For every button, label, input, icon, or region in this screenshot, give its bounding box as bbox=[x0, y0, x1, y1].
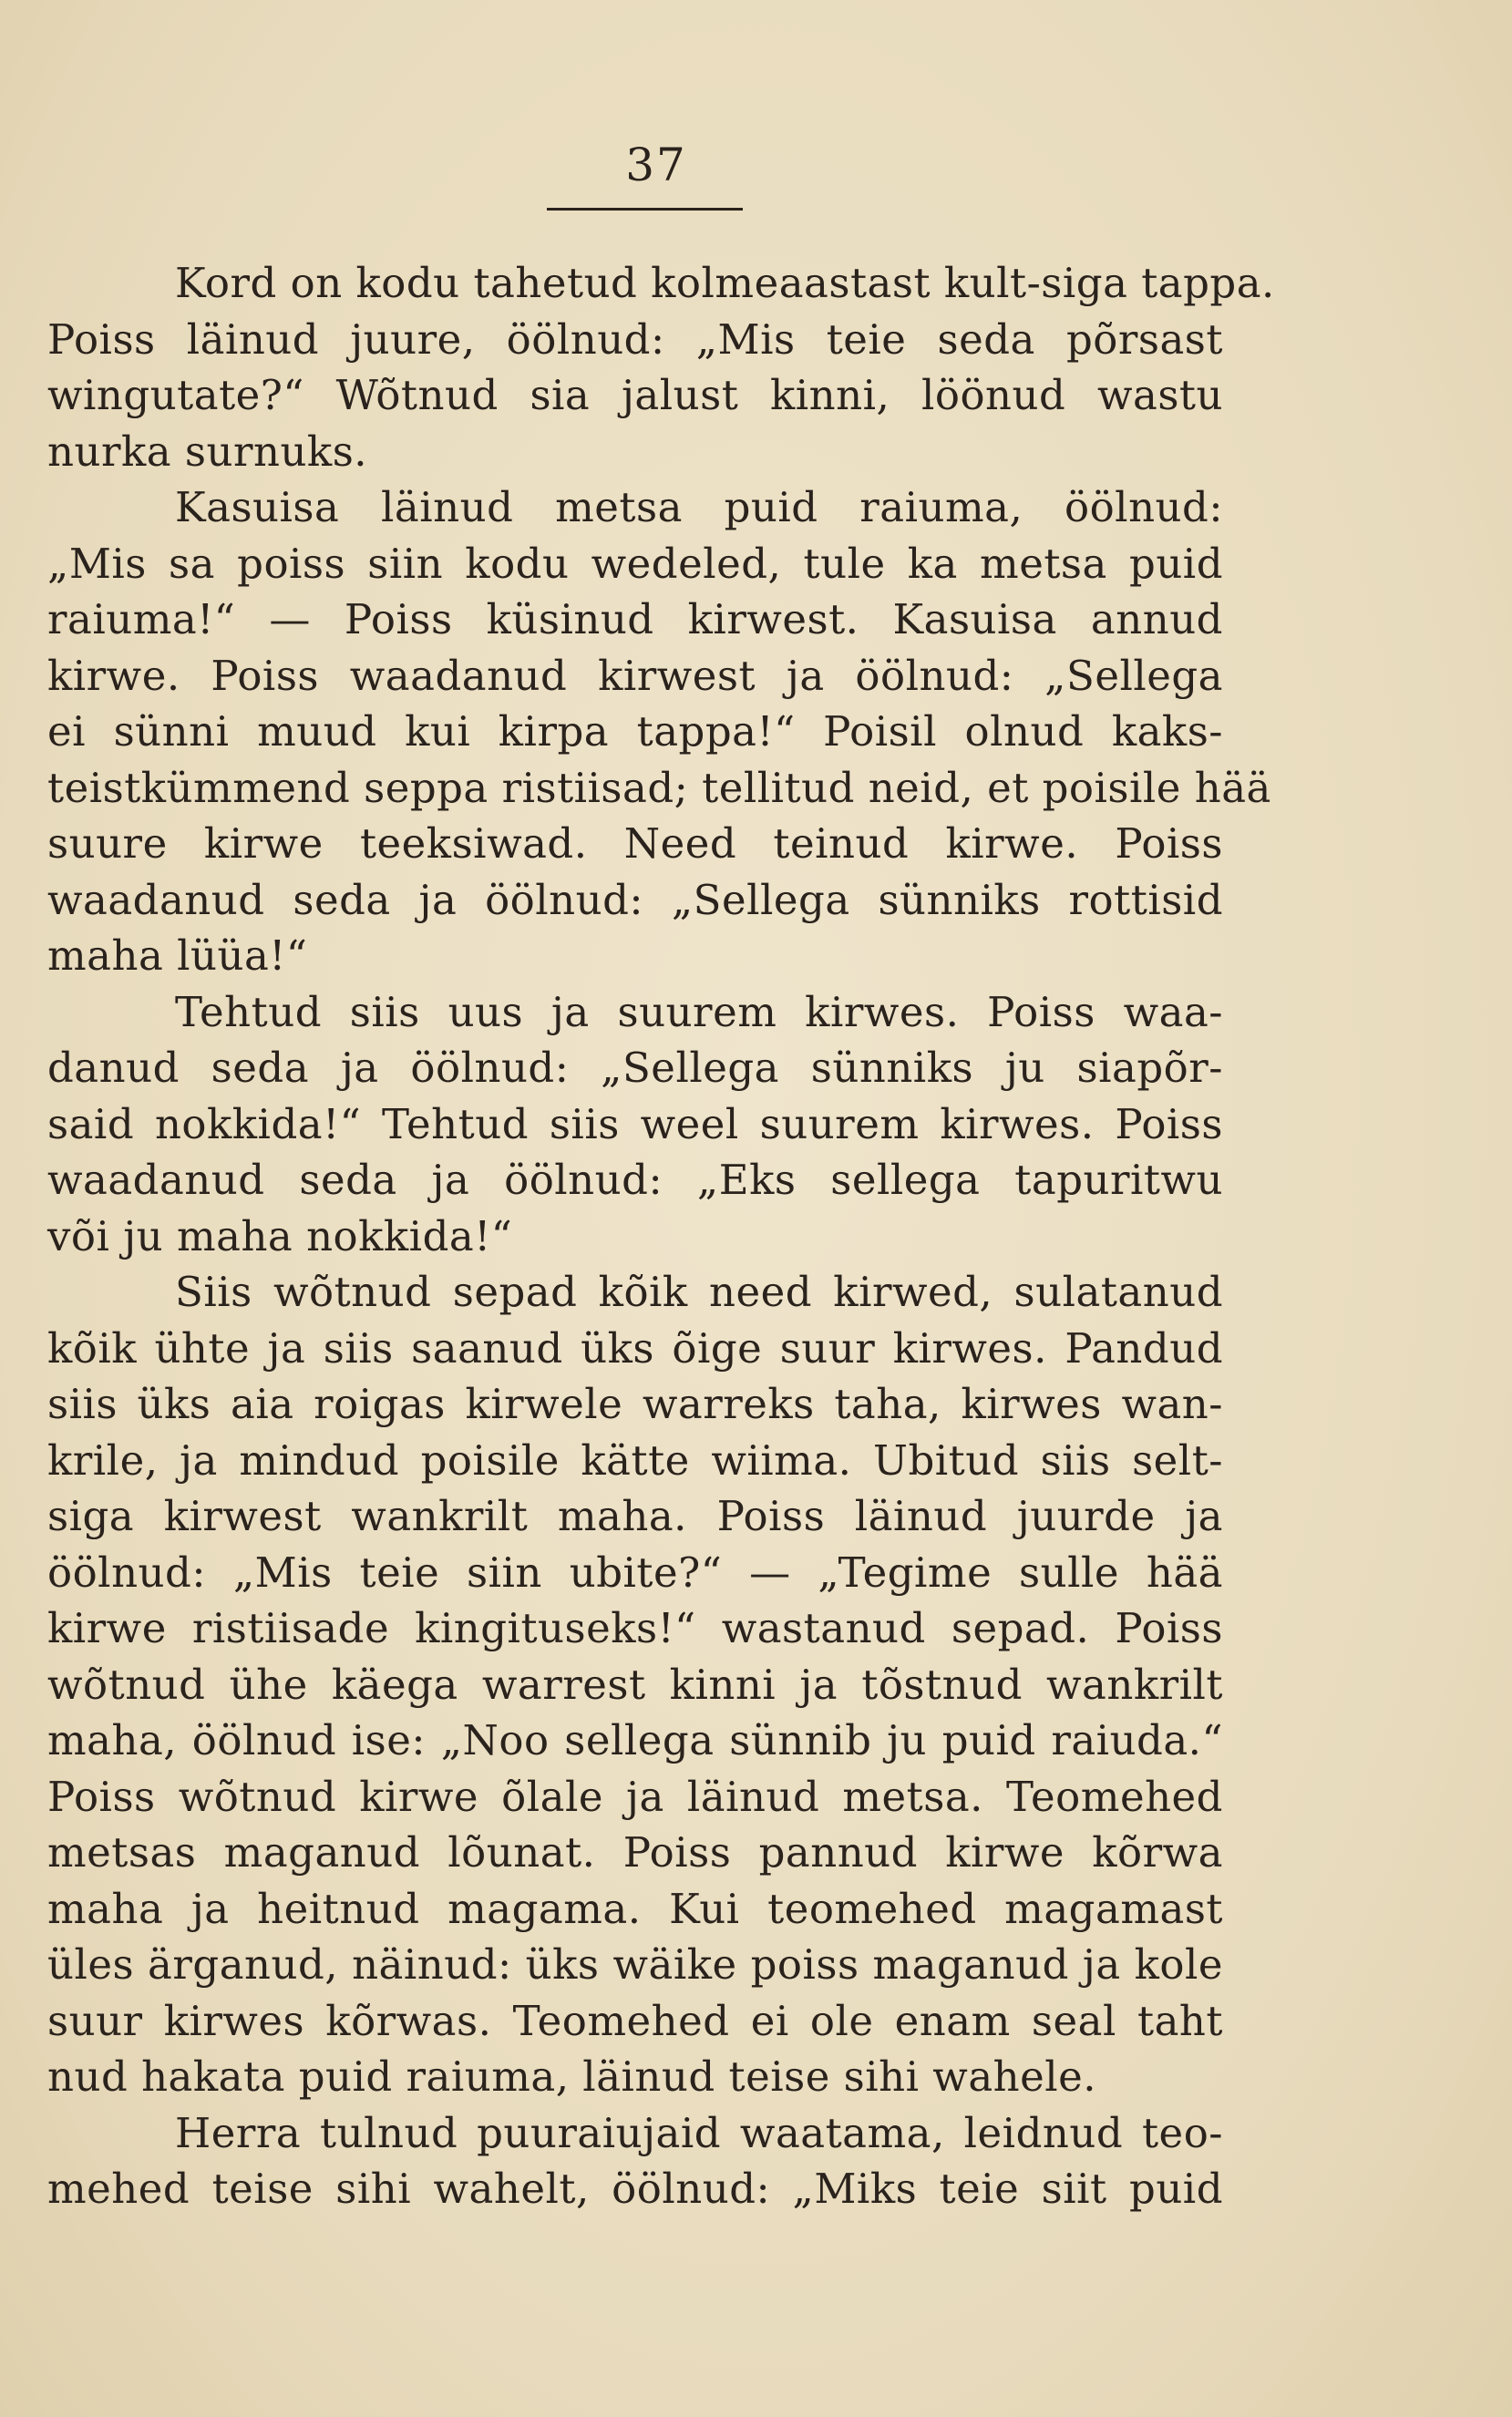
text-line: öölnud: „Mis teie siin ubite?“ — „Tegime sulle hää bbox=[47, 1548, 1223, 1597]
text-line: üles ärganud, näinud: üks wäike poiss maganud ja kole bbox=[47, 1940, 1223, 1989]
paragraph bbox=[47, 255, 1275, 479]
text-line: mehed teise sihi wahelt, öölnud: „Miks teie siit puid bbox=[47, 2165, 1223, 2213]
text-line: ei sünni muud kui kirpa tappa!“ Poisil olnud kaks- bbox=[47, 707, 1223, 756]
page-number: 37 bbox=[625, 139, 687, 191]
paragraph bbox=[47, 2105, 1223, 2217]
text-line: siis üks aia roigas kirwele warreks taha, kirwes wan- bbox=[47, 1380, 1223, 1428]
header-rule bbox=[547, 208, 743, 211]
text-line: waadanud seda ja öölnud: „Eks sellega tapuritwu bbox=[47, 1156, 1223, 1204]
text-line: Siis wõtnud sepad kõik need kirwed, sulatanud bbox=[175, 1268, 1223, 1316]
text-line: Tehtud siis uus ja suurem kirwes. Poiss waa- bbox=[175, 987, 1223, 1036]
text-line: kirwe ristiisade kingituseks!“ wastanud sepad. Poiss bbox=[47, 1604, 1223, 1652]
text-line: wõtnud ühe käega warrest kinni ja tõstnud wankrilt bbox=[47, 1660, 1223, 1709]
text-line: teistkümmend seppa ristiisad; tellitud neid, et poisile hää bbox=[47, 763, 1271, 812]
text-line: waadanud seda ja öölnud: „Sellega sünniks rottisid bbox=[47, 875, 1223, 924]
body-text bbox=[47, 255, 1275, 2217]
text-line: siga kirwest wankrilt maha. Poiss läinud juurde ja bbox=[47, 1492, 1223, 1540]
text-line: Kasuisa läinud metsa puid raiuma, öölnud: bbox=[175, 483, 1223, 531]
text-line: maha ja heitnud magama. Kui teomehed magamast bbox=[47, 1884, 1223, 1933]
text-line: Poiss wõtnud kirwe õlale ja läinud metsa. Teomehed bbox=[47, 1772, 1223, 1821]
text-line: „Mis sa poiss siin kodu wedeled, tule ka metsa puid bbox=[47, 539, 1223, 588]
text-line: kirwe. Poiss waadanud kirwest ja öölnud: „Sellega bbox=[47, 651, 1223, 700]
text-line: Herra tulnud puuraiujaid waatama, leidnud teo- bbox=[175, 2108, 1223, 2157]
paragraph bbox=[47, 1264, 1223, 2105]
text-line: Poiss läinud juure, öölnud: „Mis teie seda põrsast bbox=[47, 314, 1223, 364]
text-line: suure kirwe teeksiwad. Need teinud kirwe. Poiss bbox=[47, 819, 1223, 868]
text-line: wingutate?“ Wõtnud sia jalust kinni, löönud wastu bbox=[47, 371, 1223, 419]
text-line: maha lüüa!“ bbox=[47, 931, 308, 980]
text-line: suur kirwes kõrwas. Teomehed ei ole enam seal taht bbox=[47, 1996, 1223, 2045]
text-line: metsas maganud lõunat. Poiss pannud kirwe kõrwa bbox=[47, 1828, 1223, 1877]
text-line: kõik ühte ja siis saanud üks õige suur kirwes. Pandud bbox=[47, 1323, 1223, 1373]
text-line: said nokkida!“ Tehtud siis weel suurem kirwes. Poiss bbox=[47, 1099, 1223, 1148]
paragraph bbox=[47, 479, 1271, 984]
paragraph bbox=[47, 984, 1223, 1265]
text-line: nud hakata puid raiuma, läinud teise sihi wahele. bbox=[47, 2052, 1097, 2101]
text-line: või ju maha nokkida!“ bbox=[47, 1211, 513, 1260]
text-line: nurka surnuks. bbox=[47, 427, 368, 476]
text-line: krile, ja mindud poisile kätte wiima. Ubitud siis selt- bbox=[47, 1435, 1223, 1485]
text-line: Kord on kodu tahetud kolmeaastast kult-siga tappa. bbox=[175, 259, 1275, 307]
text-line: raiuma!“ — Poiss küsinud kirwest. Kasuisa annud bbox=[47, 595, 1223, 643]
text-line: danud seda ja öölnud: „Sellega sünniks ju siapõr- bbox=[47, 1044, 1223, 1092]
text-line: maha, öölnud ise: „Noo sellega sünnib ju puid raiuda.“ bbox=[47, 1716, 1223, 1764]
